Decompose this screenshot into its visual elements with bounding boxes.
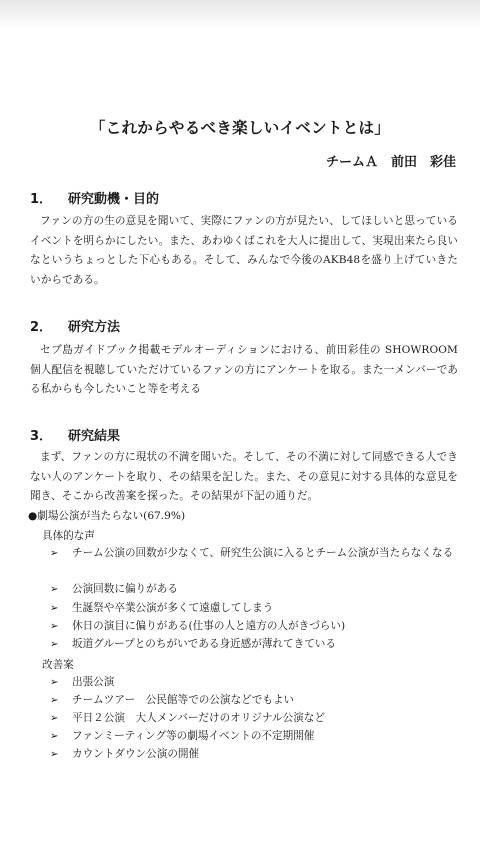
- arrow-bullet-icon: ➢: [50, 695, 59, 706]
- list-item: [50, 745, 460, 764]
- arrow-bullet-icon: ➢: [50, 677, 59, 688]
- voices-label: 具体的な声: [42, 530, 95, 542]
- section-3-heading: [30, 425, 120, 444]
- section-number: 2．: [30, 320, 53, 335]
- list-item: [50, 599, 460, 618]
- improvements-label: 改善案: [42, 659, 74, 671]
- voice-text: 生誕祭や卒業公演が多くて遠慮してしまう: [72, 602, 274, 614]
- list-item: [50, 709, 460, 728]
- list-item: [50, 617, 460, 636]
- improvement-text: 平日２公演 大人メンバーだけのオリジナル公演など: [72, 712, 325, 724]
- document-author: チームＡ 前田 彩佳: [325, 155, 456, 170]
- section-title: 研究方法: [68, 320, 121, 335]
- voice-text: 公演回数に偏りがある: [72, 583, 178, 595]
- section-2-body: セブ島ガイドブック掲載モデルオーディションにおける、前田彩佳の SHOWROOM 個人配信を視聴していただけているファンの方にアンケートを取る。また一メンバーである私からも今したいこと等を考える: [30, 344, 458, 395]
- voice-text: 坂道グループとのちがいである身近感が薄れてきている: [72, 638, 336, 650]
- section-2-heading: [30, 316, 120, 335]
- section-number: 3．: [30, 429, 53, 444]
- arrow-bullet-icon: ➢: [50, 713, 59, 724]
- list-item: [50, 635, 460, 654]
- arrow-bullet-icon: ➢: [50, 603, 59, 614]
- list-item: [50, 691, 460, 710]
- improvement-text: カウントダウン公演の開催: [72, 748, 200, 760]
- improvement-text: チームツアー 公民館等での公演などでもよい: [72, 694, 295, 706]
- improvement-text: 出張公演: [72, 676, 115, 688]
- voice-text: 休日の演目に偏りがある(仕事の人と遠方の人がきづらい): [72, 620, 346, 632]
- document-title: 「これからやるべき楽しいイベントとは」: [89, 118, 391, 137]
- section-number: 1．: [30, 192, 53, 207]
- section-title: 研究動機・目的: [68, 192, 160, 207]
- section-title: 研究結果: [68, 429, 121, 444]
- improvement-text: ファンミーティング等の劇場イベントの不定期開催: [72, 730, 315, 742]
- page-top-shadow: [0, 0, 480, 28]
- section-3-body: まず、ファンの方に現状の不満を聞いた。そして、その不満に対して同感できる人できない人のアンケートを取り、その結果を記した。また、その意見に対する具体的な意見を聞き、そこから改善案を探った。その結果が下記の通りだ。: [30, 451, 458, 502]
- arrow-bullet-icon: ➢: [50, 639, 59, 650]
- list-item: [50, 544, 460, 563]
- voice-text: チーム公演の回数が少なくて、研究生公演に入るとチーム公演が当たらなくなる: [72, 547, 454, 559]
- arrow-bullet-icon: ➢: [50, 749, 59, 760]
- section-1-body: ファンの方の生の意見を聞いて、実際にファンの方が見たい、してほしいと思っているイベントを明らかにしたい。また、あわゆくばこれを大人に提出して、実現出来たら良いなというちょっとした下心もある。そして、みんなで今後のAKB48を盛り上げていきたいからである。: [30, 215, 458, 286]
- list-item: [50, 727, 460, 746]
- arrow-bullet-icon: ➢: [50, 584, 59, 595]
- finding-bullet: ●劇場公演が当たらない(67.9%): [28, 510, 186, 522]
- arrow-bullet-icon: ➢: [50, 548, 59, 559]
- list-item: [50, 673, 460, 692]
- arrow-bullet-icon: ➢: [50, 621, 59, 632]
- list-item: [50, 580, 460, 599]
- section-1-heading: [30, 188, 159, 207]
- arrow-bullet-icon: ➢: [50, 731, 59, 742]
